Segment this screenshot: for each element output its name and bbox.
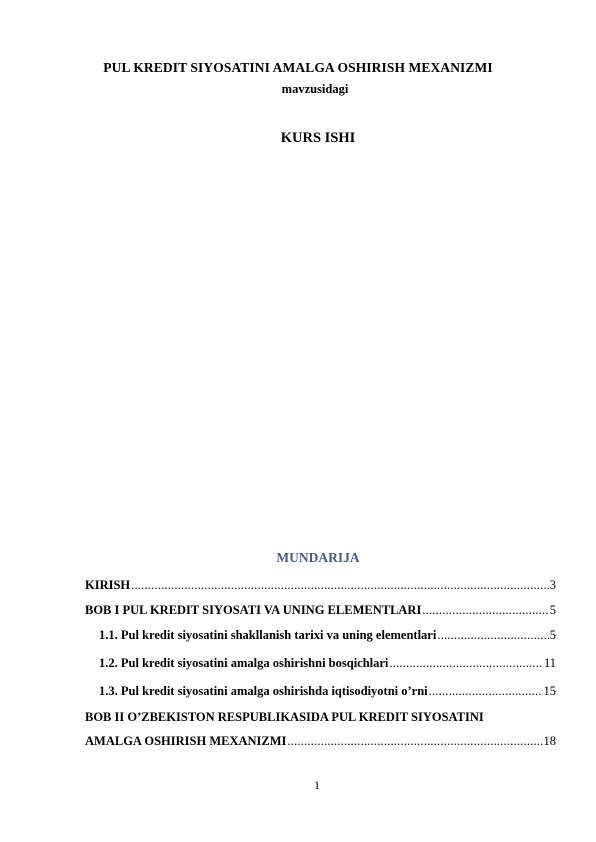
work-type-heading: KURS ISHI [280,130,356,146]
toc-entry-text: 1.1. Pul kredit siyosatini shakllanish tarixi va uning elementlari [99,628,437,642]
toc-entry-text: 1.2. Pul kredit siyosatini amalga oshirishni bosqichlari [99,656,389,670]
toc-leader-dots [437,628,548,643]
toc-entry-text: AMALGA OSHIRISH MEXANIZMI [85,734,287,748]
toc-entry-text: BOB I PUL KREDIT SIYOSATI VA UNING ELEMENTLARI [85,603,422,617]
toc-page-number: 11 [543,656,556,670]
toc-page-number: 18 [543,734,556,748]
toc-leader-dots [131,578,549,593]
toc-leader-dots [429,684,543,699]
toc-page-number: 5 [549,628,556,642]
toc-leader-dots [422,603,548,618]
toc-entry-1-2[interactable] [85,656,556,671]
toc-leader-dots [389,656,543,671]
toc-page-number: 3 [549,578,556,592]
toc-entry-text: BOB II O’ZBEKISTON RESPUBLIKASIDA PUL KREDIT SIYOSATINI [85,710,484,724]
toc-entry-text: 1.3. Pul kredit siyosatini amalga oshirishda iqtisodiyotni o’rni [99,684,428,698]
document-title: PUL KREDIT SIYOSATINI AMALGA OSHIRISH MEXANIZMI [103,60,493,75]
toc-entry-1-3[interactable] [85,684,556,699]
toc-page-number: 15 [543,684,556,698]
toc-leader-dots [287,734,542,749]
table-of-contents [85,578,556,749]
toc-entry-bob-2-line1[interactable] [85,710,556,725]
toc-entry-bob-1[interactable] [85,603,556,618]
page-number: 1 [314,778,320,792]
document-subtitle: mavzusidagi [281,82,349,96]
toc-entry-bob-2-line2[interactable] [85,734,556,749]
toc-entry-text: KIRISH [85,578,131,592]
toc-heading: MUNDARIJA [276,550,360,565]
toc-page-number: 5 [549,603,556,617]
toc-entry-1-1[interactable] [85,628,556,643]
toc-entry-kirish[interactable] [85,578,556,593]
